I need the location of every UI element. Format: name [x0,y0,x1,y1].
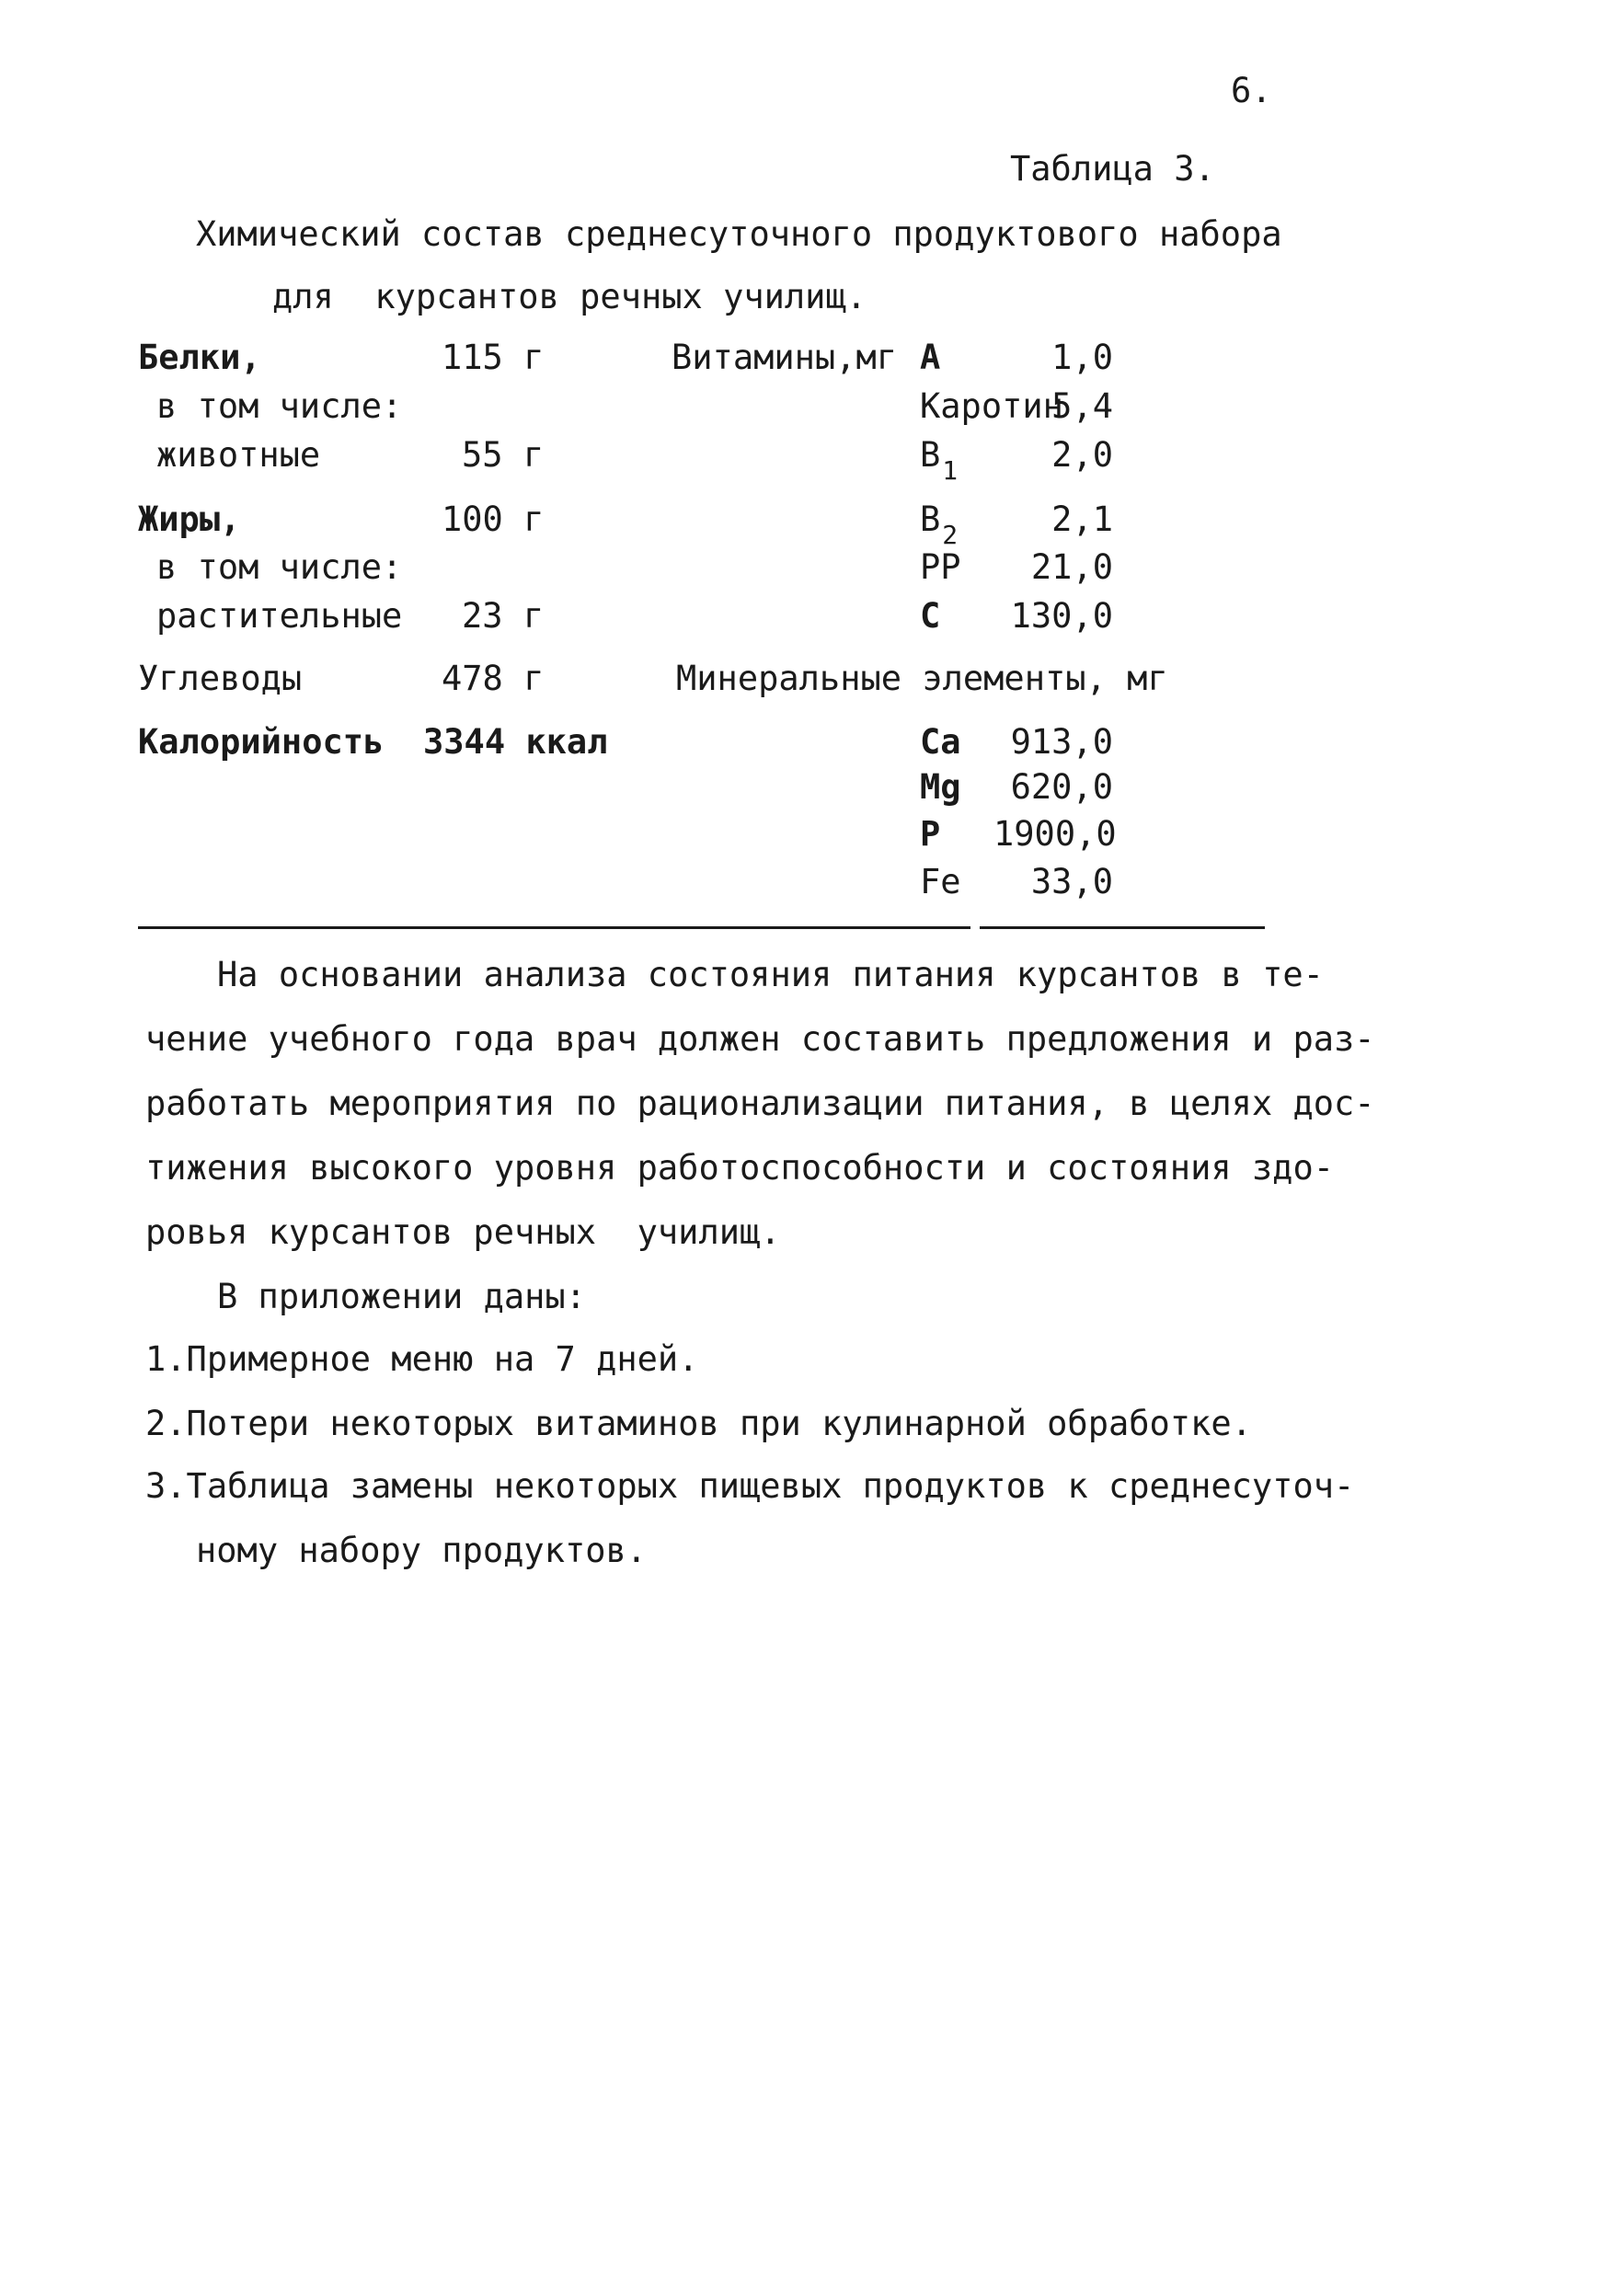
row-label-carbohydrates: Углеводы [138,659,303,698]
row-label-calories: Калорийность [138,722,385,762]
vitamin-value-pp: 21,0 [1030,547,1113,587]
appendix-item-1: 1.Примерное меню на 7 дней. [145,1339,699,1379]
vitamin-name-pp: РР [920,547,961,587]
appendix-item-2: 2.Потери некоторых витаминов при кулинарной обработке. [145,1404,1252,1443]
vitamin-value-a: 1,0 [1051,338,1113,377]
mineral-value-ca: 913,0 [1010,722,1113,762]
table-label: Таблица 3. [1010,149,1215,189]
vitamin-name-b2 [920,499,959,550]
mineral-value-mg: 620,0 [1010,767,1113,807]
minerals-header: Минеральные элементы, мг [676,659,1168,698]
appendix-intro: В приложении даны: [217,1277,586,1316]
paragraph-line-4: тижения высокого уровня работоспособности и состояния здо- [145,1148,1335,1188]
row-value-animal: 55 г [462,435,545,475]
vitamin-value-carotene: 5,4 [1051,386,1113,426]
row-value-vegetable: 23 г [462,596,545,636]
paragraph-line-2: чение учебного года врач должен составить предложения и раз- [145,1019,1375,1059]
vitamin-value-b1: 2,0 [1051,435,1113,475]
vitamin-value-c: 130,0 [1010,596,1113,636]
table-title-line-2: для курсантов речных училищ. [272,277,867,316]
mineral-value-fe: 33,0 [1030,862,1113,901]
row-label-animal: животные [156,435,321,475]
row-label-vegetable: растительные [156,596,403,636]
vitamin-name-b1 [920,435,959,486]
row-label-including-2: в том числе: [156,547,403,587]
vitamin-b2-subscript: 2 [942,520,959,550]
row-value-fats: 100 г [442,499,545,539]
vitamin-name-c: С [920,596,941,636]
paragraph-line-3: работать мероприятия по рационализации питания, в целях дос- [145,1084,1375,1123]
mineral-name-mg: Мg [920,767,961,807]
vitamin-value-b2: 2,1 [1051,499,1113,539]
table-title-line-1: Химический состав среднесуточного продуктового набора [196,214,1282,254]
mineral-name-p: Р [920,814,941,854]
row-label-proteins: Белки, [138,338,261,377]
row-value-calories: 3344 ккал [423,722,608,762]
vitamin-b2-letter: В [920,499,941,539]
appendix-item-3-continued: ному набору продуктов. [196,1531,648,1570]
table-bottom-rule-left [138,926,970,929]
row-label-including-1: в том числе: [156,386,403,426]
row-value-proteins: 115 г [442,338,545,377]
mineral-name-fe: Fе [920,862,961,901]
vitamin-b1-subscript: 1 [942,455,959,486]
paragraph-line-1: На основании анализа состояния питания курсантов в те- [217,955,1324,994]
paragraph-line-5: ровья курсантов речных училищ. [145,1212,781,1252]
vitamins-header: Витамины,мг [672,338,898,377]
row-value-carbohydrates: 478 г [442,659,545,698]
vitamin-name-a: А [920,338,941,377]
row-label-fats: Жиры, [138,499,241,539]
table-bottom-rule-right [980,926,1265,929]
mineral-name-ca: Са [920,722,961,762]
vitamin-b1-letter: В [920,435,941,475]
vitamin-name-carotene: Каротин [920,386,1063,426]
appendix-item-3: 3.Таблица замены некоторых пищевых продуктов к среднесуточ- [145,1466,1355,1506]
mineral-value-p: 1900,0 [993,814,1117,854]
page-number: 6. [1231,71,1272,110]
